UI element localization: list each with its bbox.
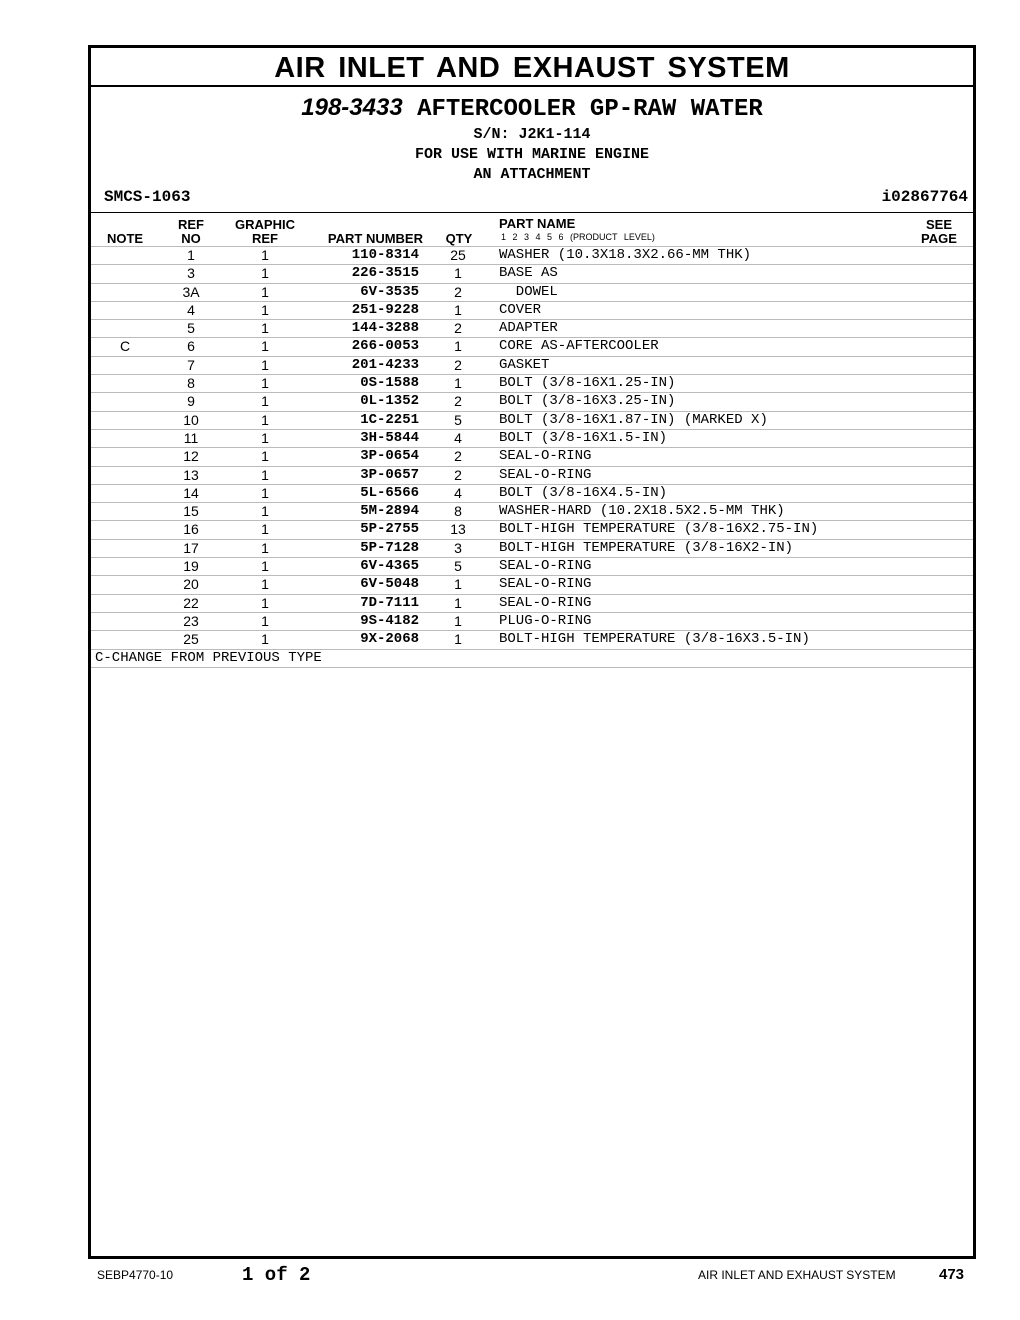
part-number-cell: 6V-4365: [360, 558, 419, 575]
col-part-name-header: PART NAME: [499, 216, 576, 231]
qty-cell: 1: [454, 631, 462, 648]
col-qty-header: QTY: [445, 231, 473, 246]
graphic-ref-cell: 1: [261, 247, 269, 263]
table-row: [91, 429, 973, 447]
ref-no-cell: 3: [187, 265, 195, 282]
qty-cell: 5: [454, 558, 462, 575]
qty-cell: 25: [450, 247, 466, 263]
ref-no-cell: 5: [187, 320, 195, 337]
part-name-cell: BOLT (3/8-16X4.5-IN): [499, 484, 668, 501]
qty-cell: 2: [454, 320, 462, 337]
graphic-ref-cell: 1: [261, 521, 269, 538]
col-note-header: NOTE: [106, 231, 144, 246]
part-number-cell: 5L-6566: [360, 484, 419, 501]
col-ref-header-top: REF: [178, 217, 204, 232]
parts-table: [91, 246, 973, 668]
part-name-cell: BASE AS: [499, 265, 558, 282]
col-see-header-top: SEE: [925, 217, 952, 232]
ref-no-cell: 7: [187, 356, 195, 373]
qty-cell: 4: [454, 429, 462, 446]
part-number-cell: 5M-2894: [360, 503, 419, 520]
part-number-cell: 9S-4182: [360, 612, 419, 629]
part-name-cell: BOLT-HIGH TEMPERATURE (3/8-16X3.5-IN): [499, 631, 810, 648]
table-row: [91, 246, 973, 264]
part-number-cell: 5P-7128: [360, 539, 419, 556]
part-number-cell: 6V-5048: [360, 576, 419, 593]
ref-no-cell: 22: [183, 594, 199, 611]
graphic-ref-cell: 1: [261, 320, 269, 337]
part-number-cell: 201-4233: [351, 356, 419, 373]
part-number-cell: 3P-0657: [360, 466, 419, 483]
part-number-cell: 3P-0654: [360, 448, 419, 465]
col-see-header-bottom: PAGE: [921, 231, 957, 246]
part-name-cell: CORE AS-AFTERCOOLER: [499, 338, 659, 355]
ref-no-cell: 19: [183, 558, 199, 575]
part-name-cell: BOLT-HIGH TEMPERATURE (3/8-16X2.75-IN): [499, 521, 819, 538]
page-frame: [88, 45, 976, 1259]
part-name-cell: BOLT (3/8-16X1.5-IN): [499, 429, 668, 446]
graphic-ref-cell: 1: [261, 411, 269, 428]
header-divider: [91, 212, 973, 213]
table-row: [91, 612, 973, 630]
note-cell: C: [119, 338, 131, 355]
ref-no-cell: 12: [183, 448, 199, 465]
group-name: AFTERCOOLER GP-RAW WATER: [417, 96, 763, 123]
table-row: [91, 392, 973, 410]
col-part-number-header: PART NUMBER: [327, 231, 423, 246]
qty-cell: 13: [450, 521, 466, 538]
qty-cell: 1: [454, 375, 462, 392]
table-row: [91, 283, 973, 301]
section-title: AIR INLET AND EXHAUST SYSTEM: [91, 48, 973, 87]
table-row: [91, 466, 973, 484]
part-number-cell: 5P-2755: [360, 521, 419, 538]
part-name-cell: BOLT (3/8-16X1.87-IN) (MARKED X): [499, 411, 768, 428]
ref-no-cell: 20: [183, 576, 199, 593]
page-of: 1 of 2: [242, 1264, 311, 1286]
table-row: [91, 301, 973, 319]
graphic-ref-cell: 1: [261, 301, 269, 318]
table-row: [91, 520, 973, 538]
ref-no-cell: 14: [183, 484, 199, 501]
col-graphic-header-top: GRAPHIC: [235, 217, 295, 232]
part-number-cell: 0L-1352: [360, 393, 419, 410]
qty-cell: 2: [454, 393, 462, 410]
table-row: [91, 630, 973, 648]
ref-no-cell: 6: [187, 338, 195, 355]
graphic-ref-cell: 1: [261, 393, 269, 410]
part-name-cell: BOLT (3/8-16X1.25-IN): [499, 375, 676, 392]
ref-no-cell: 11: [183, 429, 199, 446]
table-row: [91, 264, 973, 282]
ref-no-cell: 23: [183, 612, 199, 629]
table-row: [91, 319, 973, 337]
ref-no-cell: 3A: [182, 283, 200, 300]
col-graphic-header-bottom: REF: [252, 231, 278, 246]
graphic-ref-cell: 1: [261, 429, 269, 446]
qty-cell: 4: [454, 484, 462, 501]
part-number-cell: 1C-2251: [360, 411, 419, 428]
part-name-cell: SEAL-O-RING: [499, 576, 592, 593]
graphic-ref-cell: 1: [261, 356, 269, 373]
table-row: [91, 539, 973, 557]
part-number-cell: 9X-2068: [360, 631, 419, 648]
qty-cell: 2: [454, 448, 462, 465]
table-row: [91, 502, 973, 520]
part-number-cell: 144-3288: [351, 320, 419, 337]
col-ref-header-bottom: NO: [181, 231, 201, 246]
graphic-ref-cell: 1: [261, 338, 269, 355]
ref-no-cell: 8: [187, 375, 195, 392]
qty-cell: 1: [454, 612, 462, 629]
part-number-cell: 3H-5844: [360, 429, 419, 446]
part-name-cell: BOLT (3/8-16X3.25-IN): [499, 393, 676, 410]
smcs-code: SMCS-1063: [104, 188, 191, 206]
part-name-cell: SEAL-O-RING: [499, 558, 592, 575]
qty-cell: 1: [454, 338, 462, 355]
graphic-ref-cell: 1: [261, 576, 269, 593]
graphic-ref-cell: 1: [261, 283, 269, 300]
part-number-cell: 251-9228: [351, 301, 419, 318]
graphic-ref-cell: 1: [261, 448, 269, 465]
part-number-cell: 226-3515: [351, 265, 419, 282]
doc-number: SEBP4770-10: [97, 1268, 174, 1282]
part-name-cell: SEAL-O-RING: [499, 448, 592, 465]
ref-no-cell: 9: [187, 393, 195, 410]
serial-number: S/N: J2K1-114: [473, 126, 591, 143]
ref-no-cell: 13: [183, 466, 199, 483]
part-number-cell: 266-0053: [351, 338, 419, 355]
part-name-cell: GASKET: [499, 356, 550, 373]
ref-no-cell: 1: [187, 247, 195, 263]
graphic-ref-cell: 1: [261, 539, 269, 556]
qty-cell: 8: [454, 503, 462, 520]
table-row: [91, 594, 973, 612]
part-name-cell: COVER: [499, 301, 542, 318]
part-number-cell: 7D-7111: [360, 594, 419, 611]
table-row: [91, 447, 973, 465]
qty-cell: 1: [454, 265, 462, 282]
part-name-cell: ADAPTER: [499, 320, 558, 337]
ref-no-cell: 17: [183, 539, 199, 556]
part-number-cell: 6V-3535: [360, 283, 419, 300]
table-row: [91, 411, 973, 429]
qty-cell: 3: [454, 539, 462, 556]
footer-section: AIR INLET AND EXHAUST SYSTEM: [698, 1268, 896, 1282]
table-row: [91, 557, 973, 575]
part-name-cell: PLUG-O-RING: [499, 612, 592, 629]
graphic-ref-cell: 1: [261, 484, 269, 501]
graphic-ref-cell: 1: [261, 265, 269, 282]
group-heading: [91, 93, 973, 185]
part-name-cell: WASHER (10.3X18.3X2.66-MM THK): [499, 247, 752, 263]
ref-no-cell: 10: [183, 411, 199, 428]
illustration-id: i02867764: [881, 188, 968, 206]
graphic-ref-cell: 1: [261, 466, 269, 483]
usage-note: FOR USE WITH MARINE ENGINE: [414, 146, 650, 163]
qty-cell: 2: [454, 466, 462, 483]
qty-cell: 1: [454, 301, 462, 318]
table-row: [91, 356, 973, 374]
ref-no-cell: 16: [183, 521, 199, 538]
table-row: [91, 575, 973, 593]
graphic-ref-cell: 1: [261, 375, 269, 392]
group-number: 198-3433: [301, 94, 403, 121]
part-name-cell: SEAL-O-RING: [499, 466, 592, 483]
part-number-cell: 0S-1588: [360, 375, 419, 392]
graphic-ref-cell: 1: [261, 631, 269, 648]
table-row: [91, 484, 973, 502]
graphic-ref-cell: 1: [261, 594, 269, 611]
part-name-cell: BOLT-HIGH TEMPERATURE (3/8-16X2-IN): [499, 539, 794, 556]
ref-no-cell: 25: [183, 631, 199, 648]
qty-cell: 1: [454, 576, 462, 593]
qty-cell: 5: [454, 411, 462, 428]
part-number-cell: 110-8314: [351, 247, 419, 263]
graphic-ref-cell: 1: [261, 503, 269, 520]
graphic-ref-cell: 1: [261, 558, 269, 575]
table-row: [91, 337, 973, 355]
table-row: [91, 374, 973, 392]
part-name-cell: DOWEL: [499, 283, 558, 300]
ref-no-cell: 4: [187, 301, 195, 318]
qty-cell: 2: [454, 283, 462, 300]
part-name-cell: WASHER-HARD (10.2X18.5X2.5-MM THK): [499, 503, 785, 520]
graphic-ref-cell: 1: [261, 612, 269, 629]
product-level-legend: 1 2 3 4 5 6 (PRODUCT LEVEL): [501, 232, 655, 242]
ref-no-cell: 15: [183, 503, 199, 520]
qty-cell: 1: [454, 594, 462, 611]
group-title: [91, 93, 973, 125]
attachment-note: AN ATTACHMENT: [473, 166, 591, 183]
page-number: 473: [939, 1266, 965, 1283]
change-footnote: C-CHANGE FROM PREVIOUS TYPE: [91, 649, 973, 668]
part-name-cell: SEAL-O-RING: [499, 594, 592, 611]
qty-cell: 2: [454, 356, 462, 373]
